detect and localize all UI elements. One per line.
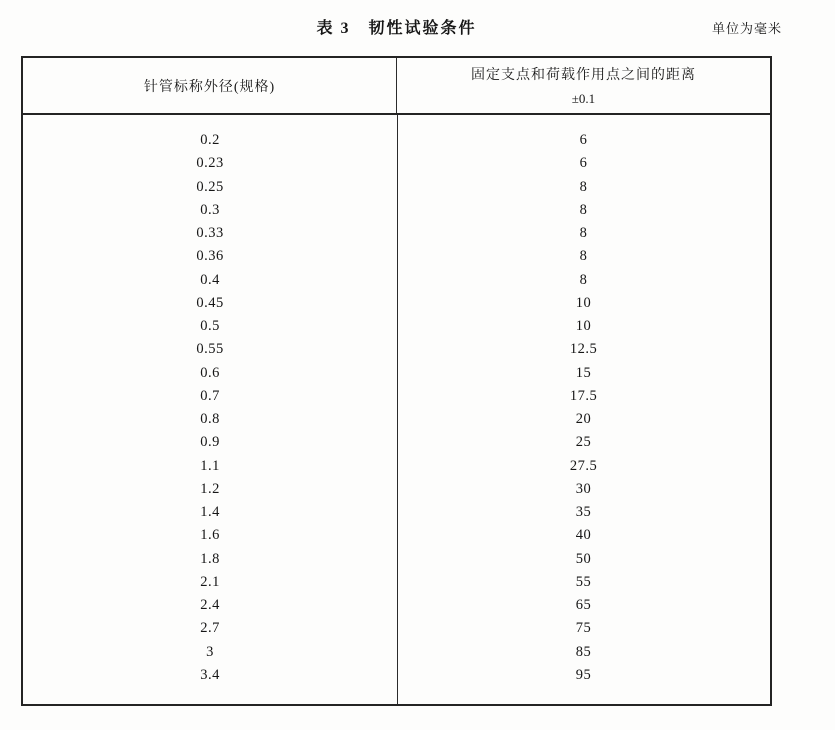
- column-header-distance-label: 固定支点和荷载作用点之间的距离: [471, 68, 696, 83]
- cell-nominal-outer-diameter: 0.36: [196, 248, 224, 265]
- cell-nominal-outer-diameter: 2.7: [200, 620, 220, 637]
- toughness-test-conditions-table: [21, 56, 772, 706]
- unit-note: 单位为毫米: [711, 21, 782, 36]
- table-body: [23, 115, 770, 704]
- cell-support-load-distance: 50: [575, 550, 592, 567]
- cell-support-load-distance: 6: [579, 155, 588, 172]
- cell-support-load-distance: 65: [575, 597, 592, 614]
- cell-nominal-outer-diameter: 3.4: [200, 666, 220, 683]
- cell-nominal-outer-diameter: 3: [206, 643, 214, 660]
- cell-nominal-outer-diameter: 0.6: [200, 364, 220, 381]
- cell-nominal-outer-diameter: 0.33: [196, 225, 224, 242]
- column-header-nominal-outer-diameter: 针管标称外径(规格): [23, 58, 397, 113]
- cell-support-load-distance: 95: [575, 666, 592, 683]
- cell-nominal-outer-diameter: 0.55: [196, 341, 224, 358]
- cell-nominal-outer-diameter: 0.2: [200, 132, 220, 149]
- cell-nominal-outer-diameter: 1.2: [200, 480, 220, 497]
- cell-nominal-outer-diameter: 0.8: [200, 411, 220, 428]
- cell-support-load-distance: 75: [575, 620, 592, 637]
- cell-nominal-outer-diameter: 0.23: [196, 155, 224, 172]
- cell-nominal-outer-diameter: 0.5: [200, 318, 220, 335]
- cell-support-load-distance: 8: [579, 201, 588, 218]
- cell-support-load-distance: 10: [575, 294, 592, 311]
- cell-nominal-outer-diameter: 1.1: [200, 457, 220, 474]
- cell-nominal-outer-diameter: 0.3: [200, 201, 220, 218]
- cell-nominal-outer-diameter: 1.8: [200, 550, 220, 567]
- cell-support-load-distance: 8: [579, 271, 588, 288]
- table-caption-row: [21, 19, 782, 39]
- cell-support-load-distance: 27.5: [569, 457, 598, 474]
- cell-nominal-outer-diameter: 1.4: [200, 504, 220, 521]
- cell-nominal-outer-diameter: 0.4: [200, 271, 220, 288]
- cell-support-load-distance: 25: [575, 434, 592, 451]
- cell-support-load-distance: 20: [575, 411, 592, 428]
- cell-nominal-outer-diameter: 0.45: [196, 294, 224, 311]
- cell-support-load-distance: 85: [575, 643, 592, 660]
- cell-nominal-outer-diameter: 1.6: [200, 527, 220, 544]
- cell-support-load-distance: 35: [575, 504, 592, 521]
- cell-support-load-distance: 8: [579, 225, 588, 242]
- column-header-tolerance: ±0.1: [571, 91, 596, 106]
- table-title: 表 3 韧性试验条件: [316, 20, 477, 37]
- cell-support-load-distance: 15: [575, 364, 592, 381]
- cell-nominal-outer-diameter: 0.7: [200, 387, 220, 404]
- cell-nominal-outer-diameter: 2.1: [200, 573, 220, 590]
- cell-nominal-outer-diameter: 2.4: [200, 597, 220, 614]
- cell-support-load-distance: 10: [575, 318, 592, 335]
- cell-nominal-outer-diameter: 0.9: [200, 434, 220, 451]
- cell-support-load-distance: 12.5: [569, 341, 598, 358]
- cell-nominal-outer-diameter: 0.25: [196, 178, 224, 195]
- column-header-support-load-distance: [397, 58, 770, 113]
- cell-support-load-distance: 8: [579, 248, 588, 265]
- cell-support-load-distance: 30: [575, 480, 592, 497]
- cell-support-load-distance: 17.5: [569, 387, 598, 404]
- cell-support-load-distance: 55: [575, 573, 592, 590]
- cell-support-load-distance: 8: [579, 178, 588, 195]
- cell-support-load-distance: 40: [575, 527, 592, 544]
- cell-support-load-distance: 6: [579, 132, 588, 149]
- table-header-row: [23, 58, 770, 115]
